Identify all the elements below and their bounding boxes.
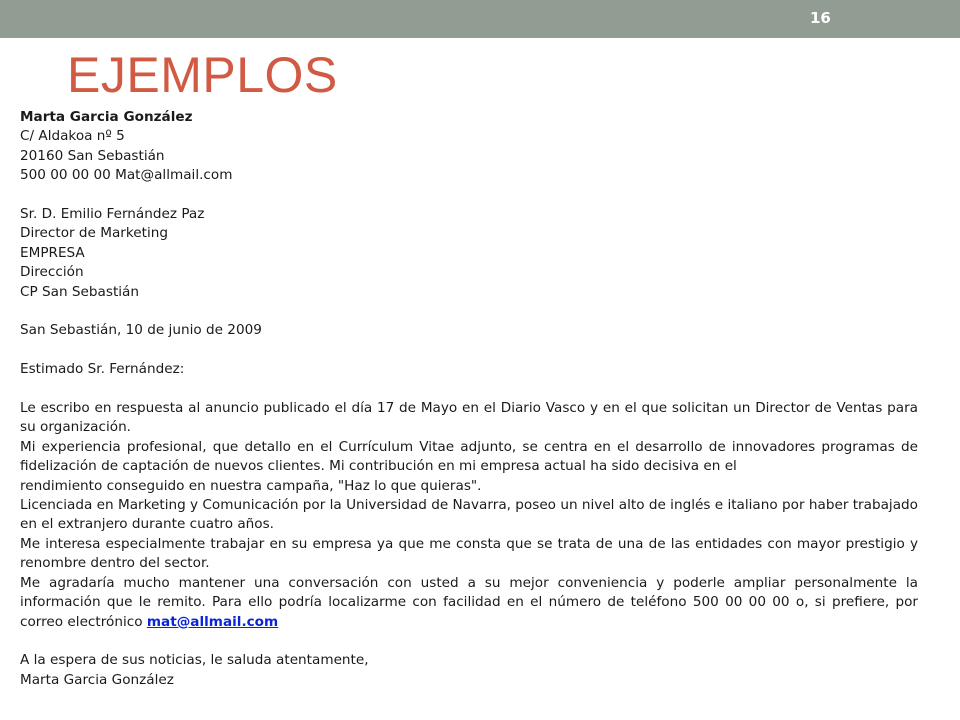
email-link[interactable]: mat@allmail.com <box>146 613 279 630</box>
slide-title: EJEMPLOS <box>67 47 338 103</box>
sender-name: Marta Garcia González <box>20 109 193 125</box>
recipient-company: EMPRESA <box>20 244 85 261</box>
spacer <box>20 632 918 651</box>
spacer <box>20 186 918 205</box>
cover-letter <box>20 108 918 690</box>
letter-greeting: Estimado Sr. Fernández: <box>20 361 185 378</box>
paragraph-4: Me interesa especialmente trabajar en su empresa ya que me consta que se trata de una de las entidades con mayor prestigio y renombre dentro del sector. <box>20 535 918 572</box>
letter-signature: Marta Garcia González <box>20 671 174 688</box>
letter-date: San Sebastián, 10 de junio de 2009 <box>20 322 262 339</box>
spacer <box>20 302 918 321</box>
paragraph-2: Mi experiencia profesional, que detallo en el Currículum Vitae adjunto, se centra en el desarrollo de innovadores programas de fidelización de captación de nuevos clientes. Mi contribución en mi empresa actual ha sido decisiva en el <box>20 438 918 475</box>
sender-contact: 500 00 00 00 Mat@allmail.com <box>20 167 233 184</box>
sender-city: 20160 San Sebastián <box>20 147 165 164</box>
spacer <box>20 341 918 360</box>
paragraph-1: Le escribo en respuesta al anuncio publicado el día 17 de Mayo en el Diario Vasco y en el que solicitan un Director de Ventas para su organización. <box>20 400 918 436</box>
paragraph-5-text: Me agradaría mucho mantener una conversación con usted a su mejor conveniencia y poderle ampliar personalmente la información que le remito. Para ello podría localizarme con facilidad en el número de teléfono 500 00 00 00 o, si prefiere, por correo electrónico <box>20 574 918 630</box>
paragraph-2-end: rendimiento conseguido en nuestra campaña, "Haz lo que quieras". <box>20 477 482 494</box>
recipient-city: CP San Sebastián <box>20 283 139 300</box>
recipient-name: Sr. D. Emilio Fernández Paz <box>20 206 205 223</box>
paragraph-3: Licenciada en Marketing y Comunicación por la Universidad de Navarra, poseo un nivel alto de inglés e italiano por haber trabajado en el extranjero durante cuatro años. <box>20 497 918 533</box>
recipient-position: Director de Marketing <box>20 225 168 242</box>
letter-closing: A la espera de sus noticias, le saluda atentamente, <box>20 652 369 669</box>
recipient-address: Dirección <box>20 264 84 281</box>
sender-address: C/ Aldakoa nº 5 <box>20 128 125 145</box>
spacer <box>20 380 918 399</box>
slide-number: 16 <box>810 9 831 27</box>
paragraph-5 <box>20 574 918 632</box>
top-bar <box>0 0 960 38</box>
